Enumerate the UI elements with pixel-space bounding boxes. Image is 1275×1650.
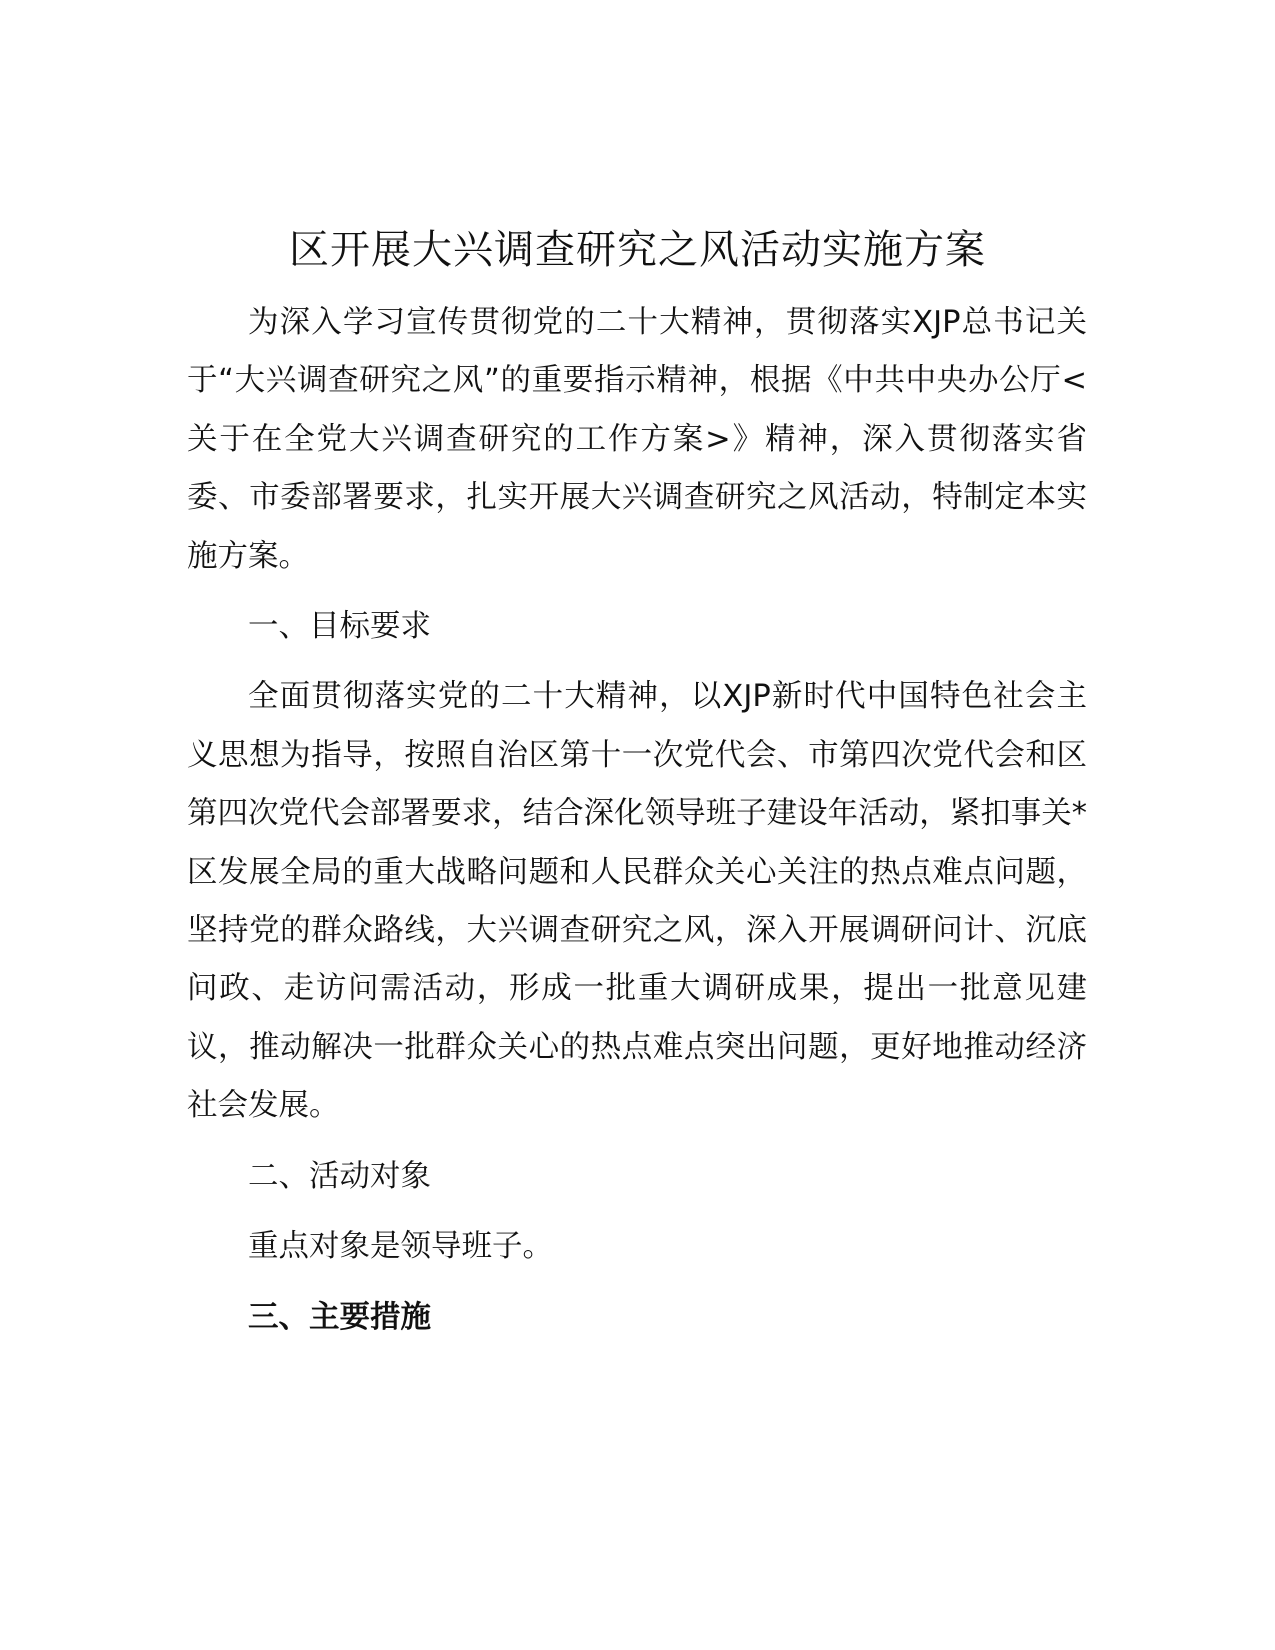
spacer xyxy=(187,1206,1087,1218)
document-body xyxy=(187,294,1087,1347)
section-1-paragraph: 全面贯彻落实党的二十大精神，以XJP新时代中国特色社会主义思想为指导，按照自治区第十一次党代会、市第四次党代会和区第四次党代会部署要求，结合深化领导班子建设年活动，紧扣事关*区发展全局的重大战略问题和人民群众关心关注的热点难点问题，坚持党的群众路线，大兴调查研究之风，深入开展调研问计、沉底问政、走访问需活动，形成一批重大调研成果，提出一批意见建议，推动解决一批群众关心的热点难点突出问题，更好地推动经济社会发展。 xyxy=(187,679,1087,1124)
spacer xyxy=(187,1136,1087,1148)
section-1-heading: 一、目标要求 xyxy=(248,609,431,645)
section-2-paragraph: 重点对象是领导班子。 xyxy=(248,1229,553,1265)
spacer xyxy=(187,586,1087,598)
section-3-heading: 三、主要措施 xyxy=(248,1299,431,1335)
document-title: 区开展大兴调查研究之风活动实施方案 xyxy=(289,227,986,273)
spacer xyxy=(187,1277,1087,1289)
intro-paragraph: 为深入学习宣传贯彻党的二十大精神，贯彻落实XJP总书记关于“大兴调查研究之风”的重要指示精神，根据《中共中央办公厅<关于在全党大兴调查研究的工作方案>》精神，深入贯彻落实省委、市委部署要求，扎实开展大兴调查研究之风活动，特制定本实施方案。 xyxy=(187,305,1087,574)
section-2-heading: 二、活动对象 xyxy=(248,1158,431,1194)
spacer xyxy=(187,656,1087,668)
